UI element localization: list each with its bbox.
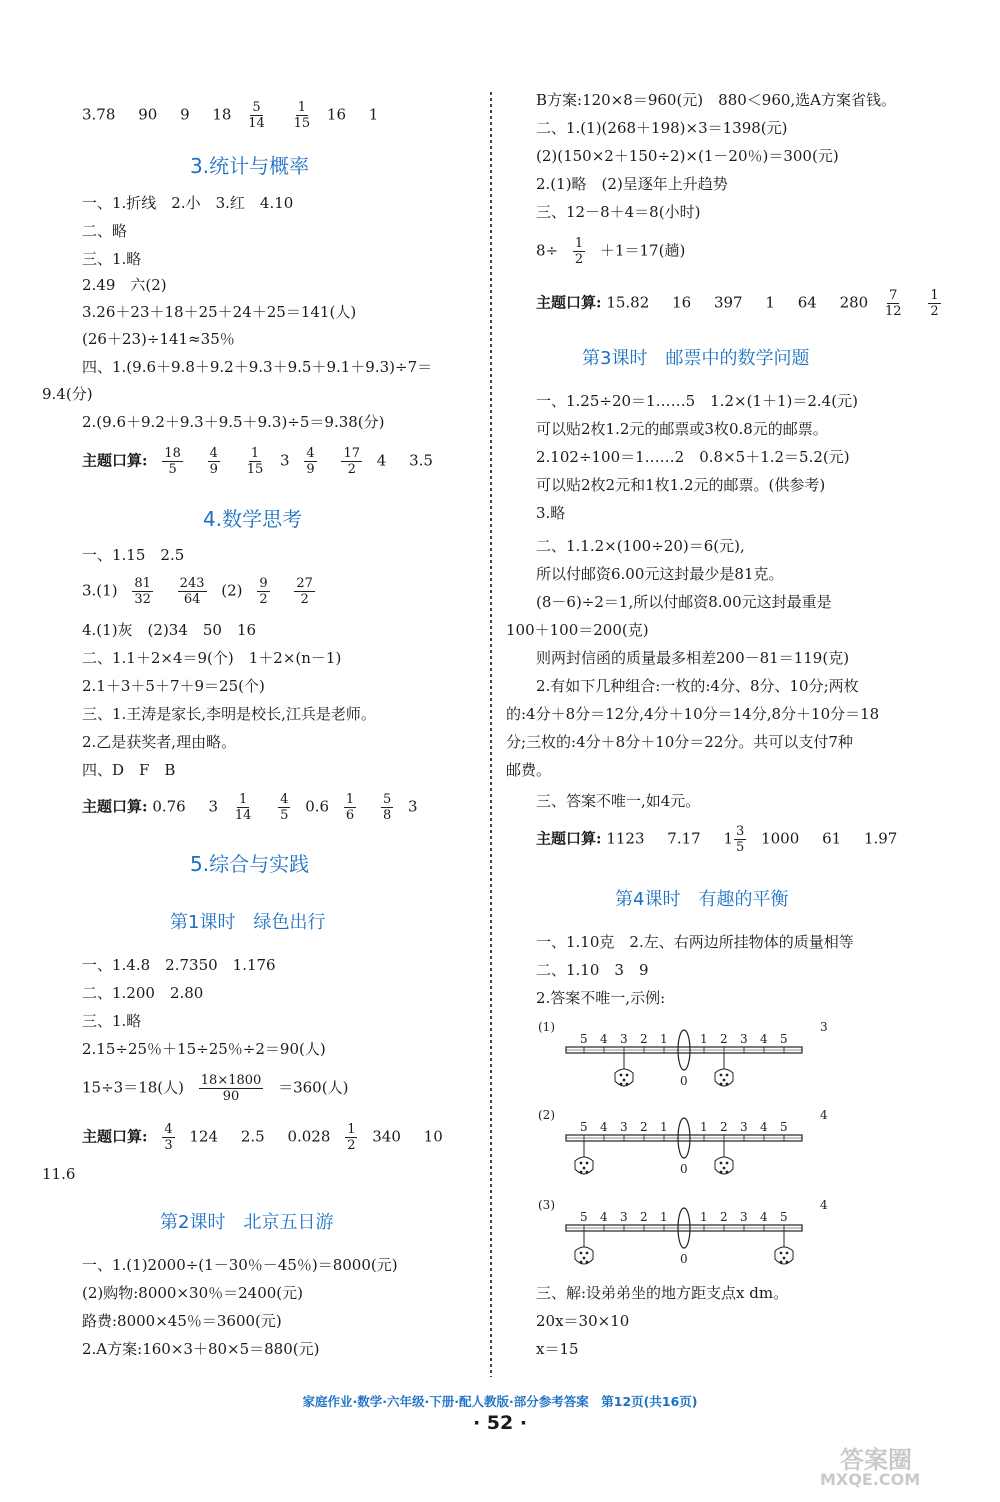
weight-dot: [786, 1252, 789, 1255]
tick-label: 2: [720, 1032, 728, 1046]
answer-line: x＝15: [536, 1340, 579, 1358]
fraction: $\frac{5}{8}$: [382, 792, 392, 823]
answer-line: 一、1.25÷20＝1……5 1.2×(1＋1)＝2.4(元): [536, 392, 858, 410]
answer-line: 三、1.略: [82, 250, 142, 268]
fraction: $\frac{1}{2}$: [347, 1122, 356, 1153]
weight-dot: [586, 1162, 589, 1165]
answer-line: 一、1.15 2.5: [82, 546, 185, 564]
diagram-label: (1): [538, 1020, 555, 1034]
diagram-answer: 3: [820, 1020, 828, 1034]
answer-line: 15÷3＝18(人) $\frac{18\times 1800}{90}$ ＝360(人): [82, 1073, 349, 1104]
tick-label: 5: [580, 1120, 588, 1134]
answer-line: 三、1.王涛是家长,李明是校长,江兵是老师。: [82, 705, 376, 723]
answer-line: 2.15÷25％＋15÷25％÷2＝90(人): [82, 1040, 326, 1058]
weight-bag: [615, 1069, 633, 1086]
fraction: $\frac{3}{5}$: [736, 824, 745, 855]
tick-label: 4: [600, 1120, 608, 1134]
answer-line: 2.乙是获奖者,理由略。: [82, 733, 237, 751]
weight-dot: [626, 1083, 629, 1086]
answer-line: 三、解:设弟弟坐的地方距支点x dm。: [536, 1284, 789, 1302]
fraction: $\frac{4}{5}$: [280, 792, 289, 823]
tick-label: 4: [760, 1120, 768, 1134]
answer-line: 一、1.10克 2.左、右两边所挂物体的质量相等: [536, 933, 854, 951]
answer-line: 三、答案不唯一,如4元。: [536, 792, 701, 810]
tick-label: 2: [720, 1210, 728, 1224]
weight-bag: [715, 1069, 733, 1086]
fulcrum-zero: 0: [680, 1252, 688, 1266]
answer-line: 二、1.(1)(268＋198)×3＝1398(元): [536, 119, 788, 137]
answer-line: 2.1＋3＋5＋7＋9＝25(个): [82, 677, 265, 695]
section-title-statistics: 3.统计与概率: [190, 154, 310, 178]
weight-dot: [720, 1162, 723, 1165]
answer-line: 一、1.(1)2000÷(1－30％－45％)＝8000(元): [82, 1256, 398, 1274]
balance-diagram: [536, 1015, 866, 1105]
tick-label: 3: [740, 1210, 748, 1224]
tick-label: 4: [760, 1210, 768, 1224]
tick-label: 5: [780, 1210, 788, 1224]
fraction: $\frac{5}{14}$: [248, 100, 265, 131]
oral-calc-line: 主题口算: 15.82 16 397 1 64 280 $\frac{7}{12}$ $\frac{1}{2}$: [536, 288, 939, 319]
diagram-answer: 4: [820, 1108, 828, 1122]
answer-line: 邮费。: [506, 761, 552, 779]
answer-line: 9.4(分): [42, 385, 93, 403]
answer-line: 的:4分＋8分＝12分,4分＋10分＝14分,8分＋10分＝18: [506, 705, 880, 723]
answer-line: 2.49 六(2): [82, 276, 167, 294]
oral-calc-line: 主题口算: 0.76 3 $\frac{1}{14}$ $\frac{4}{5}$ 0.6 $\frac{1}{6}$ $\frac{5}{8}$ 3: [82, 792, 418, 823]
lesson-title-balance: 第4课时 有趣的平衡: [615, 889, 789, 910]
answer-line: 路费:8000×45％＝3600(元): [82, 1312, 282, 1330]
tick-label: 1: [660, 1210, 668, 1224]
weight-dot: [580, 1261, 583, 1264]
tick-label: 3: [740, 1032, 748, 1046]
tick-label: 2: [640, 1032, 648, 1046]
answer-line: 三、12－8＋4＝8(小时): [536, 203, 701, 221]
tick-label: 4: [600, 1032, 608, 1046]
answer-line: 三、1.略: [82, 1012, 142, 1030]
weight-dot: [586, 1252, 589, 1255]
fraction: $\frac{1}{15}$: [293, 100, 311, 131]
weight-dot: [783, 1257, 786, 1260]
weight-dot: [586, 1171, 589, 1174]
oral-calc-line: 主题口算: 1123 7.17 1 $\frac{3}{5}$ 1000 61 1.97: [536, 824, 898, 855]
answer-line: 20x＝30×10: [536, 1312, 630, 1330]
diagram-label: (2): [538, 1108, 555, 1122]
weight-dot: [723, 1167, 726, 1170]
weight-dot: [626, 1074, 629, 1077]
answer-line: 二、1.1.2×(100÷20)＝6(元),: [536, 537, 745, 555]
weight-outline: [715, 1069, 733, 1086]
answer-line: 4.(1)灰 (2)34 50 16: [82, 621, 257, 639]
weight-dot: [726, 1162, 729, 1165]
weight-dot: [620, 1074, 623, 1077]
top-answer-line: 3.78 90 9 18 $\frac{5}{14}$ $\frac{1}{15}$ 16 1: [82, 100, 379, 131]
answer-line: 2.(9.6＋9.2＋9.3＋9.5＋9.3)÷5＝9.38(分): [82, 413, 385, 431]
weight-bag: [575, 1247, 593, 1264]
footer-info: 家庭作业·数学·六年级·下册·配人教版·部分参考答案 第12页(共16页): [302, 1394, 698, 1409]
answer-line: 分;三枚的:4分＋8分＋10分＝22分。共可以支付7种: [506, 733, 853, 751]
fraction: $\frac{1}{2}$: [574, 236, 584, 267]
fraction: $\frac{7}{12}$: [884, 288, 902, 319]
answer-line: 四、1.(9.6＋9.8＋9.2＋9.3＋9.5＋9.1＋9.3)÷7＝: [82, 358, 433, 376]
answer-line: 所以付邮资6.00元这封最少是81克。: [536, 565, 784, 583]
section-title-practice: 5.综合与实践: [190, 852, 310, 876]
weight-bag: [575, 1157, 593, 1174]
weight-dot: [586, 1261, 589, 1264]
weight-dot: [580, 1171, 583, 1174]
weight-dot: [720, 1083, 723, 1086]
oral-calc-line: 主题口算: $\frac{18}{5}$ $\frac{4}{9}$ $\frac{1}{15}$ 3 $\frac{4}{9}$ $\frac{17}{2}$ 4 3.5: [82, 446, 433, 477]
answer-line: (26＋23)÷141≈35％: [82, 330, 235, 348]
oral-calc-line: 主题口算: $\frac{4}{3}$ 124 2.5 0.028 $\frac{1}{2}$ 340 10: [82, 1122, 443, 1153]
fraction: $\frac{4}{9}$: [306, 446, 315, 477]
fraction: $\frac{1}{14}$: [234, 792, 252, 823]
answer-line: 3.略: [536, 504, 566, 522]
weight-dot: [580, 1252, 583, 1255]
page-number: · 52 ·: [472, 1412, 528, 1434]
tick-label: 1: [700, 1120, 708, 1134]
answer-line: 二、1.10 3 9: [536, 961, 649, 979]
answer-line: 可以贴2枚2元和1枚1.2元的邮票。(供参考): [536, 476, 826, 494]
weight-dot: [623, 1079, 626, 1082]
weight-dot: [780, 1261, 783, 1264]
fraction: $\frac{243}{64}$: [179, 576, 205, 607]
weight-dot: [720, 1074, 723, 1077]
weight-dot: [726, 1074, 729, 1077]
lesson-title-stamps: 第3课时 邮票中的数学问题: [582, 348, 810, 369]
balance-diagram: [536, 1193, 866, 1283]
weight-dot: [583, 1257, 586, 1260]
answer-line: 2.102÷100＝1……2 0.8×5＋1.2＝5.2(元): [536, 448, 850, 466]
fraction: $\frac{17}{2}$: [343, 446, 360, 477]
weight-dot: [580, 1162, 583, 1165]
answer-line: 四、D F B: [82, 761, 176, 779]
answer-line: 8÷ $\frac{1}{2}$ ＋1＝17(趟): [536, 236, 686, 267]
weight-dot: [583, 1167, 586, 1170]
weight-dot: [786, 1261, 789, 1264]
tick-label: 1: [700, 1032, 708, 1046]
fraction: $\frac{81}{32}$: [134, 576, 151, 607]
fraction: $\frac{4}{9}$: [209, 446, 218, 477]
answer-line: 2.(1)略 (2)呈逐年上升趋势: [536, 175, 728, 193]
section-title-thinking: 4.数学思考: [203, 507, 303, 531]
answer-line: 3.(1) $\frac{81}{32}$ $\frac{243}{64}$ (2) $\frac{9}{2}$ $\frac{27}{2}$: [82, 576, 313, 607]
tick-label: 3: [620, 1032, 628, 1046]
weight-dot: [726, 1083, 729, 1086]
answer-line: (2)(150×2＋150÷2)×(1－20％)＝300(元): [536, 147, 839, 165]
answer-line: 3.26＋23＋18＋25＋24＋25＝141(人): [82, 303, 357, 321]
tick-label: 3: [740, 1120, 748, 1134]
weight-outline: [615, 1069, 633, 1086]
lesson-title-green-travel: 第1课时 绿色出行: [170, 912, 326, 933]
tick-label: 2: [720, 1120, 728, 1134]
weight-dot: [726, 1171, 729, 1174]
tick-label: 4: [760, 1032, 768, 1046]
fulcrum-zero: 0: [680, 1162, 688, 1176]
tick-label: 5: [780, 1032, 788, 1046]
tick-label: 5: [580, 1210, 588, 1224]
fraction: $\frac{9}{2}$: [259, 576, 268, 607]
weight-bag: [715, 1157, 733, 1174]
tick-label: 5: [580, 1032, 588, 1046]
fraction: $\frac{1}{6}$: [345, 792, 355, 823]
tick-label: 1: [700, 1210, 708, 1224]
answer-line: 2.有如下几种组合:一枚的:4分、8分、10分;两枚: [536, 677, 859, 695]
tick-label: 3: [620, 1210, 628, 1224]
answer-line: 二、略: [82, 222, 128, 240]
answer-line: 2.A方案:160×3＋80×5＝880(元): [82, 1340, 320, 1358]
answer-line: (2)购物:8000×30％＝2400(元): [82, 1284, 304, 1302]
tick-label: 1: [660, 1120, 668, 1134]
weight-dot: [780, 1252, 783, 1255]
answer-line: 2.答案不唯一,示例:: [536, 989, 666, 1007]
answer-line: 一、1.折线 2.小 3.红 4.10: [82, 194, 294, 212]
fraction: $\frac{1}{15}$: [246, 446, 264, 477]
weight-dot: [620, 1083, 623, 1086]
weight-dot: [723, 1079, 726, 1082]
tick-label: 3: [620, 1120, 628, 1134]
fulcrum-zero: 0: [680, 1074, 688, 1088]
fraction: $\frac{18\times 1800}{90}$: [200, 1073, 262, 1104]
fraction: $\frac{1}{2}$: [930, 288, 939, 319]
weight-outline: [775, 1247, 793, 1264]
answer-line: 二、1.1＋2×4＝9(个) 1＋2×(n－1): [82, 649, 342, 667]
tick-label: 5: [780, 1120, 788, 1134]
watermark-logo: 答案圈: [840, 1446, 912, 1474]
weight-outline: [715, 1157, 733, 1174]
lesson-title-beijing-trip: 第2课时 北京五日游: [160, 1212, 334, 1233]
tick-label: 2: [640, 1210, 648, 1224]
tick-label: 4: [600, 1210, 608, 1224]
weight-dot: [720, 1171, 723, 1174]
column-divider: [490, 92, 492, 1377]
tick-label: 2: [640, 1120, 648, 1134]
answer-line: (8－6)÷2＝1,所以付邮资8.00元这封最重是: [536, 593, 832, 611]
fraction: $\frac{4}{3}$: [164, 1122, 173, 1153]
watermark-url: MXQE.COM: [820, 1470, 921, 1489]
answer-line: 11.6: [42, 1165, 76, 1183]
answer-line: 则两封信函的质量最多相差200－81＝119(克): [536, 649, 850, 667]
tick-label: 1: [660, 1032, 668, 1046]
diagram-label: (3): [538, 1198, 555, 1212]
answer-line: 100＋100＝200(克): [506, 621, 649, 639]
answer-line: 二、1.200 2.80: [82, 984, 204, 1002]
fraction: $\frac{18}{5}$: [164, 446, 181, 477]
answer-line: 可以贴2枚1.2元的邮票或3枚0.8元的邮票。: [536, 420, 828, 438]
weight-outline: [575, 1157, 593, 1174]
answer-line: 一、1.4.8 2.7350 1.176: [82, 956, 276, 974]
balance-diagram: [536, 1103, 866, 1193]
weight-bag: [775, 1247, 793, 1264]
weight-outline: [575, 1247, 593, 1264]
diagram-answer: 4: [820, 1198, 828, 1212]
answer-line: B方案:120×8＝960(元) 880＜960,选A方案省钱。: [536, 91, 897, 109]
fraction: $\frac{27}{2}$: [296, 576, 313, 607]
